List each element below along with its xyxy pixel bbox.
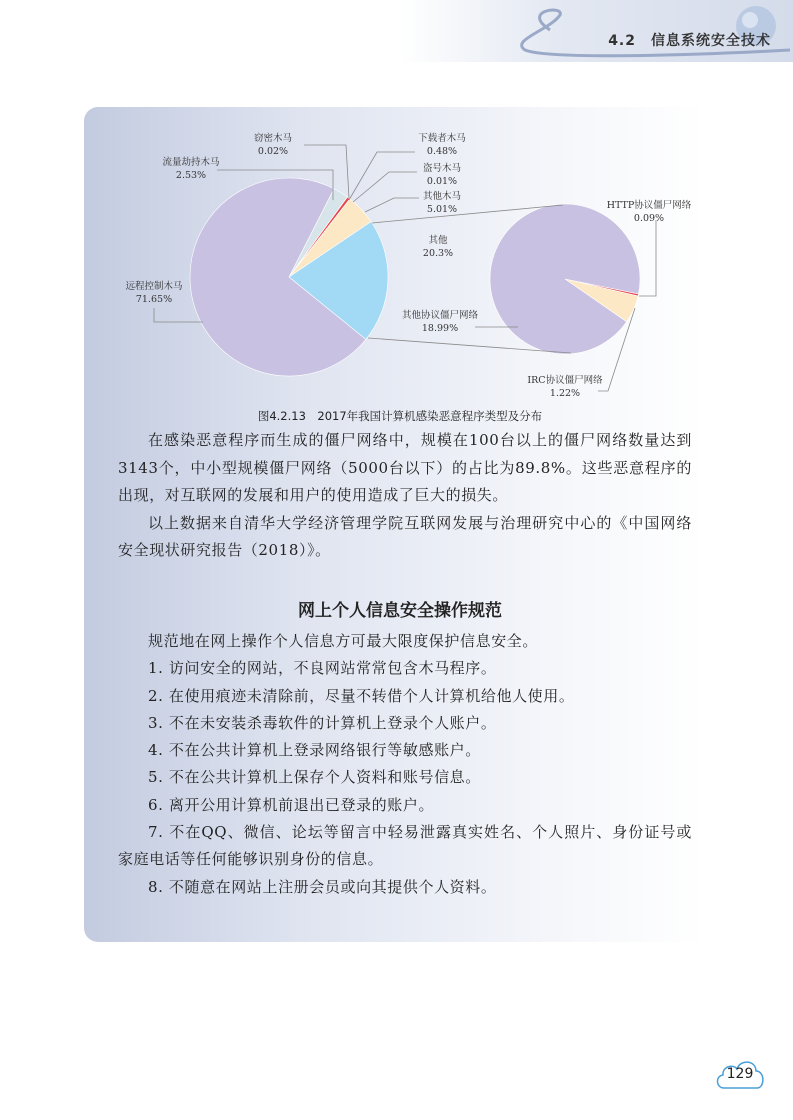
body-text xyxy=(118,427,692,565)
rules-list xyxy=(118,628,692,901)
leader-qitamuma xyxy=(365,198,419,212)
list-item: 4. 不在公共计算机上登录网络银行等敏感账户。 xyxy=(148,741,481,760)
label-daohao: 盗号木马 xyxy=(422,163,462,174)
list-item: 2. 在使用痕迹未清除前，尽量不转借个人计算机给他人使用。 xyxy=(148,686,575,705)
list-item: 5. 不在公共计算机上保存个人资料和账号信息。 xyxy=(148,768,481,787)
paragraph: 以上数据来自清华大学经济管理学院互联网发展与治理研究中心的《中国网络安全现状研究报告（2018）》。 xyxy=(118,513,692,559)
list-item: 3. 不在未安装杀毒软件的计算机上登录个人账户。 xyxy=(148,713,497,732)
label-qita: 其他 xyxy=(428,235,448,246)
page-number-badge xyxy=(714,1056,766,1090)
label-qitamuma: 其他木马 xyxy=(422,191,462,202)
main-pie xyxy=(190,178,388,376)
list-item: 6. 离开公用计算机前退出已登录的账户。 xyxy=(148,795,435,814)
label-yuancheng: 远程控制木马 xyxy=(125,281,183,292)
breakdown-pie xyxy=(490,204,640,354)
value-qitamuma: 5.01% xyxy=(426,204,458,215)
leader-xiazaizhe xyxy=(349,152,415,200)
page-number: 129 xyxy=(726,1066,754,1082)
value-qitaxieyi: 18.99% xyxy=(421,323,459,334)
list-intro: 规范地在网上操作个人信息方可最大限度保护信息安全。 xyxy=(148,632,539,650)
section-title: 网上个人信息安全操作规范 xyxy=(298,601,502,621)
value-irc: 1.22% xyxy=(549,388,581,399)
label-xiazaizhe: 下载者木马 xyxy=(418,133,466,144)
section-header-title: 4.2 信息系统安全技术 xyxy=(608,33,771,49)
label-http: HTTP协议僵尸网络 xyxy=(606,200,692,211)
list-item: 7. 不在QQ、微信、论坛等留言中轻易泄露真实姓名、个人照片、身份证号或家庭电话等任何能够识别身份的信息。 xyxy=(118,823,692,869)
label-qitaxieyi: 其他协议僵尸网络 xyxy=(401,310,479,321)
pie-slice-2 xyxy=(490,204,640,354)
list-item: 8. 不随意在网站上注册会员或向其提供个人资料。 xyxy=(148,877,497,896)
value-http: 0.09% xyxy=(633,213,665,224)
value-xiazaizhe: 0.48% xyxy=(426,146,458,157)
label-irc: IRC协议僵尸网络 xyxy=(527,375,603,386)
paragraph: 在感染恶意程序而生成的僵尸网络中，规模在100台以上的僵尸网络数量达到3143个，中小型规模僵尸网络（5000台以下）的占比为89.8%。这些恶意程序的出现，对互联网的发展和用户的使用造成了巨大的损失。 xyxy=(118,431,692,504)
leader-http xyxy=(639,220,656,296)
value-qiemi: 0.02% xyxy=(257,146,289,157)
list-item: 1. 访问安全的网站，不良网站常常包含木马程序。 xyxy=(148,659,497,678)
label-qiemi: 窃密木马 xyxy=(253,133,293,144)
value-yuancheng: 71.65% xyxy=(135,294,173,305)
label-liuliang: 流量劫持木马 xyxy=(162,157,220,168)
value-liuliang: 2.53% xyxy=(175,170,207,181)
value-qita: 20.3% xyxy=(422,248,454,259)
malware-pie-chart xyxy=(0,0,793,420)
value-daohao: 0.01% xyxy=(426,176,458,187)
figure-caption: 图4.2.13 2017年我国计算机感染恶意程序类型及分布 xyxy=(257,409,543,423)
